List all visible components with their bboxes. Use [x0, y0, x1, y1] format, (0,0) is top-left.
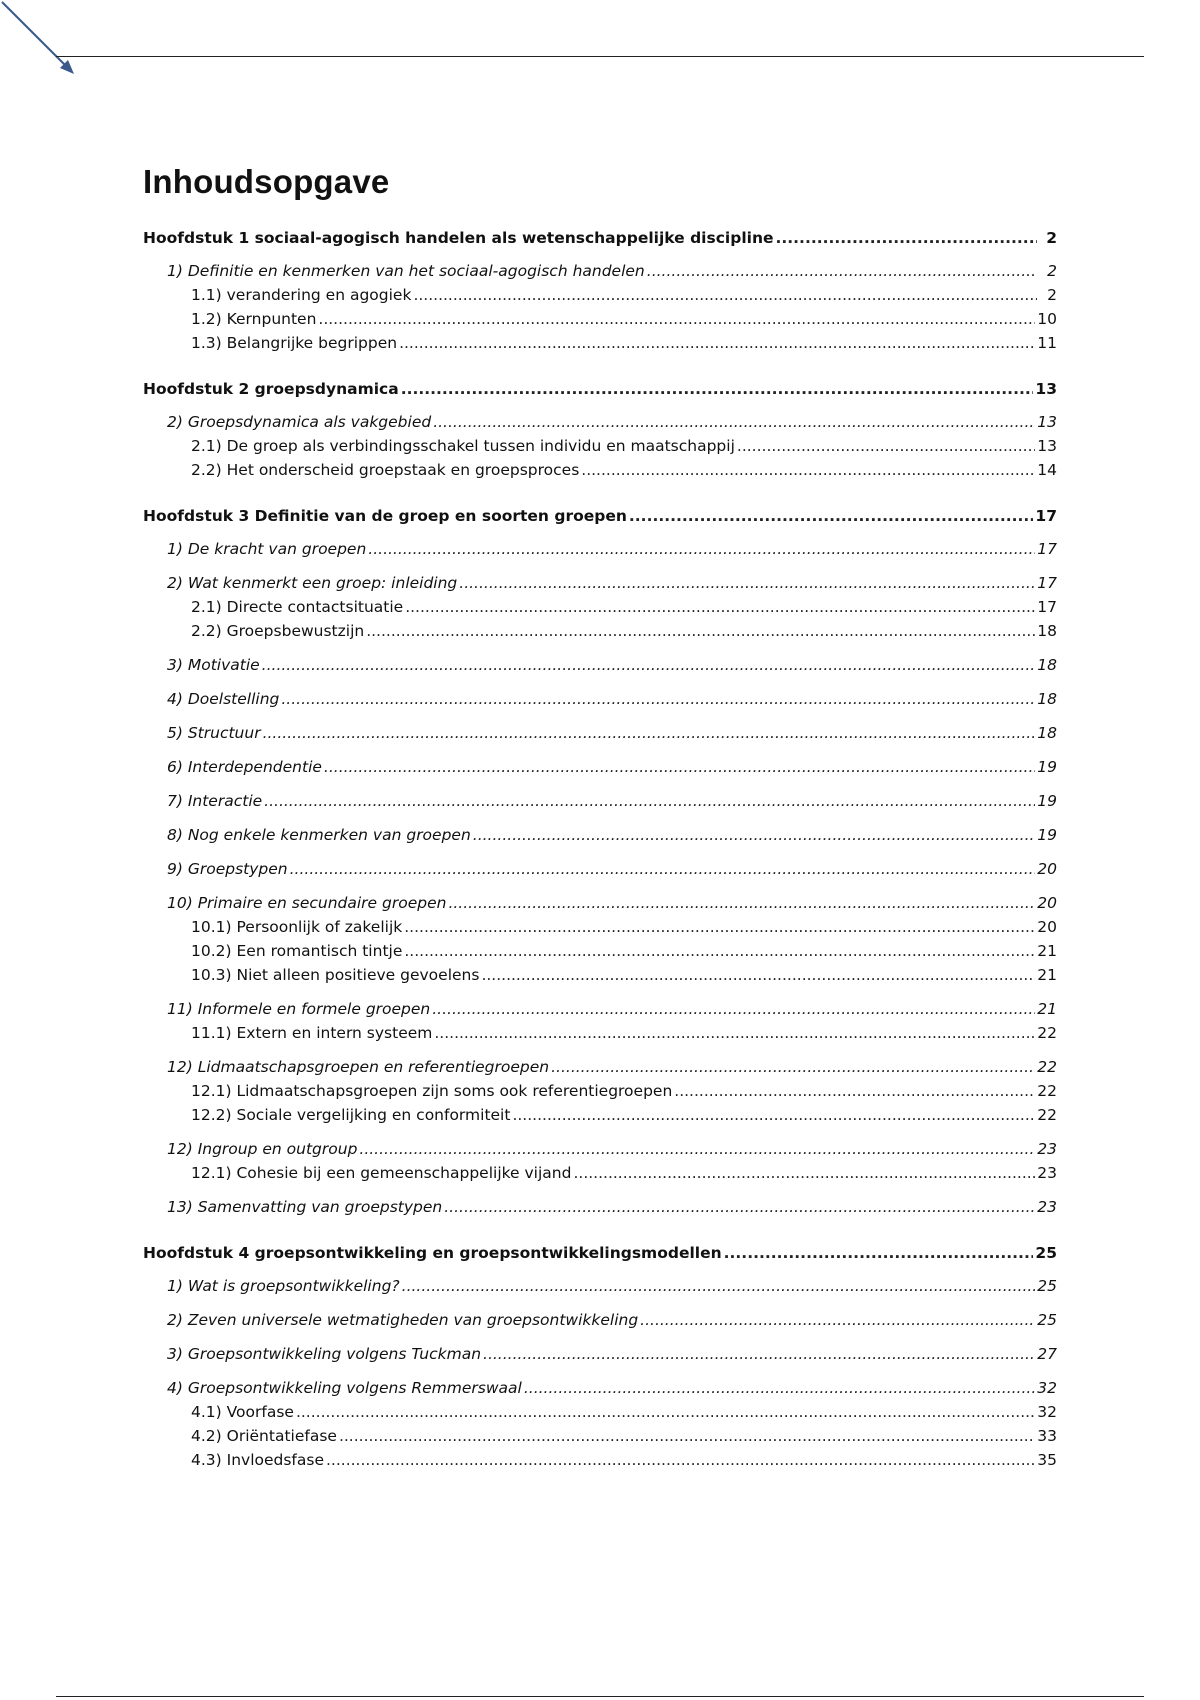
toc-section-entry[interactable]: [143, 1342, 1057, 1366]
toc-page-number: 25: [1037, 1311, 1057, 1329]
toc-leader-dots: [296, 1400, 1035, 1424]
toc-leader-dots: [263, 721, 1036, 745]
toc-leader-dots: [413, 283, 1037, 307]
toc-entry-label: Hoofdstuk 2 groepsdynamica: [143, 380, 399, 398]
toc-subsection-entry[interactable]: [143, 1448, 1057, 1472]
toc-entry-label: 5) Structuur: [167, 724, 261, 742]
toc-chapter-entry[interactable]: [143, 226, 1057, 250]
toc-page-number: 19: [1037, 826, 1057, 844]
table-of-contents: [143, 226, 1057, 1472]
toc-entry-label: 10.2) Een romantisch tintje: [191, 942, 403, 960]
toc-page-number: 18: [1037, 656, 1057, 674]
toc-subsection-entry[interactable]: [143, 619, 1057, 643]
header-rule: [56, 56, 1144, 57]
toc-entry-label: 4.1) Voorfase: [191, 1403, 294, 1421]
toc-page-number: 13: [1037, 413, 1057, 431]
toc-entry-label: 11.1) Extern en intern systeem: [191, 1024, 433, 1042]
toc-page-number: 32: [1037, 1403, 1057, 1421]
toc-chapter-entry[interactable]: [143, 1241, 1057, 1265]
toc-leader-dots: [404, 939, 1035, 963]
toc-leader-dots: [324, 755, 1035, 779]
toc-entry-label: 3) Groepsontwikkeling volgens Tuckman: [167, 1345, 482, 1363]
toc-subsection-entry[interactable]: [143, 1400, 1057, 1424]
toc-entry-label: 2.1) Directe contactsituatie: [191, 598, 404, 616]
toc-entry-label: 10.3) Niet alleen positieve gevoelens: [191, 966, 480, 984]
toc-entry-label: 2) Zeven universele wetmatigheden van groepsontwikkeling: [167, 1311, 639, 1329]
toc-subsection-entry[interactable]: [143, 915, 1057, 939]
toc-leader-dots: [401, 377, 1034, 401]
toc-leader-dots: [524, 1376, 1035, 1400]
toc-page-number: 32: [1037, 1379, 1057, 1397]
toc-leader-dots: [640, 1308, 1035, 1332]
toc-subsection-entry[interactable]: [143, 1103, 1057, 1127]
toc-page-number: 2: [1047, 262, 1057, 280]
toc-section-entry[interactable]: [143, 721, 1057, 745]
toc-entry-label: 4) Doelstelling: [167, 690, 280, 708]
toc-entry-label: Hoofdstuk 4 groepsontwikkeling en groepsontwikkelingsmodellen: [143, 1244, 722, 1262]
toc-page-number: 22: [1037, 1024, 1057, 1042]
toc-page-number: 25: [1035, 1244, 1057, 1262]
toc-section-entry[interactable]: [143, 259, 1057, 283]
toc-page-number: 27: [1037, 1345, 1057, 1363]
toc-leader-dots: [326, 1448, 1035, 1472]
toc-leader-dots: [262, 653, 1036, 677]
toc-leader-dots: [481, 963, 1035, 987]
toc-page-number: 13: [1037, 437, 1057, 455]
toc-page-number: 19: [1037, 792, 1057, 810]
toc-page-number: 13: [1035, 380, 1057, 398]
toc-page-number: 18: [1037, 724, 1057, 742]
toc-subsection-entry[interactable]: [143, 283, 1057, 307]
toc-leader-dots: [473, 823, 1035, 847]
toc-section-entry[interactable]: [143, 1055, 1057, 1079]
toc-chapter-entry[interactable]: [143, 504, 1057, 528]
footer-rule: [56, 1696, 1144, 1697]
toc-page-number: 23: [1037, 1198, 1057, 1216]
toc-page-number: 18: [1037, 690, 1057, 708]
toc-leader-dots: [366, 619, 1035, 643]
toc-leader-dots: [459, 571, 1035, 595]
toc-page-number: 17: [1037, 574, 1057, 592]
toc-entry-label: 11) Informele en formele groepen: [167, 1000, 431, 1018]
toc-leader-dots: [581, 458, 1035, 482]
toc-section-entry[interactable]: [143, 410, 1057, 434]
toc-entry-label: 2) Wat kenmerkt een groep: inleiding: [167, 574, 458, 592]
toc-leader-dots: [674, 1079, 1035, 1103]
toc-page-number: 19: [1037, 758, 1057, 776]
toc-subsection-entry[interactable]: [143, 939, 1057, 963]
toc-entry-label: 8) Nog enkele kenmerken van groepen: [167, 826, 471, 844]
toc-page-number: 35: [1037, 1451, 1057, 1469]
toc-subsection-entry[interactable]: [143, 595, 1057, 619]
toc-leader-dots: [434, 1021, 1035, 1045]
toc-leader-dots: [339, 1424, 1035, 1448]
toc-entry-label: 1) Definitie en kenmerken van het sociaal-agogisch handelen: [167, 262, 645, 280]
toc-page-number: 20: [1037, 860, 1057, 878]
toc-entry-label: 12.1) Lidmaatschapsgroepen zijn soms ook referentiegroepen: [191, 1082, 673, 1100]
toc-leader-dots: [359, 1137, 1035, 1161]
toc-section-entry[interactable]: [143, 687, 1057, 711]
toc-entry-label: 4) Groepsontwikkeling volgens Remmerswaal: [167, 1379, 522, 1397]
toc-entry-label: 4.3) Invloedsfase: [191, 1451, 324, 1469]
toc-page-number: 33: [1037, 1427, 1057, 1445]
toc-entry-label: 10.1) Persoonlijk of zakelijk: [191, 918, 403, 936]
toc-entry-label: 12) Lidmaatschapsgroepen en referentiegroepen: [167, 1058, 550, 1076]
toc-entry-label: Hoofdstuk 1 sociaal-agogisch handelen als wetenschappelijke discipline: [143, 229, 774, 247]
toc-page-number: 10: [1037, 310, 1057, 328]
toc-entry-label: 12) Ingroup en outgroup: [167, 1140, 358, 1158]
toc-page-number: 21: [1037, 942, 1057, 960]
toc-chapter-entry[interactable]: [143, 377, 1057, 401]
toc-subsection-entry[interactable]: [143, 331, 1057, 355]
toc-entry-label: 4.2) Oriëntatiefase: [191, 1427, 337, 1445]
toc-entry-label: 9) Groepstypen: [167, 860, 288, 878]
toc-leader-dots: [512, 1103, 1035, 1127]
toc-entry-label: Hoofdstuk 3 Definitie van de groep en soorten groepen: [143, 507, 627, 525]
toc-page-number: 22: [1037, 1106, 1057, 1124]
toc-entry-label: 13) Samenvatting van groepstypen: [167, 1198, 443, 1216]
toc-section-entry[interactable]: [143, 823, 1057, 847]
toc-section-entry[interactable]: [143, 653, 1057, 677]
toc-page-number: 21: [1037, 1000, 1057, 1018]
toc-page-number: 23: [1037, 1164, 1057, 1182]
toc-subsection-entry[interactable]: [143, 458, 1057, 482]
toc-entry-label: 1.2) Kernpunten: [191, 310, 317, 328]
corner-arrow-icon: [0, 0, 80, 80]
toc-leader-dots: [281, 687, 1035, 711]
toc-section-entry[interactable]: [143, 1274, 1057, 1298]
toc-leader-dots: [551, 1055, 1035, 1079]
toc-page-number: 25: [1037, 1277, 1057, 1295]
toc-entry-label: 2.2) Het onderscheid groepstaak en groepsproces: [191, 461, 580, 479]
toc-section-entry[interactable]: [143, 755, 1057, 779]
toc-leader-dots: [264, 789, 1035, 813]
toc-leader-dots: [629, 504, 1034, 528]
toc-leader-dots: [404, 915, 1035, 939]
toc-subsection-entry[interactable]: [143, 434, 1057, 458]
toc-section-entry[interactable]: [143, 537, 1057, 561]
toc-leader-dots: [290, 857, 1036, 881]
toc-section-entry[interactable]: [143, 1195, 1057, 1219]
toc-entry-label: 12.2) Sociale vergelijking en conformiteit: [191, 1106, 511, 1124]
toc-leader-dots: [399, 331, 1035, 355]
toc-entry-label: 10) Primaire en secundaire groepen: [167, 894, 447, 912]
toc-page-number: 2: [1047, 286, 1057, 304]
toc-page-number: 23: [1037, 1140, 1057, 1158]
toc-leader-dots: [433, 410, 1035, 434]
toc-section-entry[interactable]: [143, 789, 1057, 813]
toc-page-number: 22: [1037, 1082, 1057, 1100]
toc-entry-label: 6) Interdependentie: [167, 758, 322, 776]
toc-page-number: 17: [1037, 598, 1057, 616]
toc-section-entry[interactable]: [143, 571, 1057, 595]
toc-section-entry[interactable]: [143, 1308, 1057, 1332]
toc-subsection-entry[interactable]: [143, 1161, 1057, 1185]
toc-page-number: 11: [1037, 334, 1057, 352]
toc-entry-label: 1) Wat is groepsontwikkeling?: [167, 1277, 400, 1295]
toc-leader-dots: [402, 1274, 1036, 1298]
toc-leader-dots: [737, 434, 1035, 458]
toc-entry-label: 2.2) Groepsbewustzijn: [191, 622, 365, 640]
toc-leader-dots: [318, 307, 1035, 331]
toc-page-number: 17: [1037, 540, 1057, 558]
toc-page-number: 18: [1037, 622, 1057, 640]
toc-leader-dots: [444, 1195, 1035, 1219]
toc-section-entry[interactable]: [143, 891, 1057, 915]
toc-section-entry[interactable]: [143, 1137, 1057, 1161]
toc-entry-label: 2.1) De groep als verbindingsschakel tussen individu en maatschappij: [191, 437, 735, 455]
toc-entry-label: 12.1) Cohesie bij een gemeenschappelijke vijand: [191, 1164, 572, 1182]
toc-leader-dots: [432, 997, 1035, 1021]
toc-subsection-entry[interactable]: [143, 963, 1057, 987]
toc-subsection-entry[interactable]: [143, 1079, 1057, 1103]
toc-page-number: 20: [1037, 918, 1057, 936]
toc-entry-label: 1.3) Belangrijke begrippen: [191, 334, 398, 352]
toc-page-number: 22: [1037, 1058, 1057, 1076]
toc-leader-dots: [724, 1241, 1034, 1265]
toc-subsection-entry[interactable]: [143, 1021, 1057, 1045]
toc-page-number: 21: [1037, 966, 1057, 984]
toc-leader-dots: [483, 1342, 1035, 1366]
toc-leader-dots: [368, 537, 1035, 561]
toc-title: Inhoudsopgave: [143, 163, 390, 200]
toc-section-entry[interactable]: [143, 1376, 1057, 1400]
toc-page-number: 20: [1037, 894, 1057, 912]
toc-entry-label: 7) Interactie: [167, 792, 263, 810]
toc-leader-dots: [776, 226, 1038, 250]
toc-subsection-entry[interactable]: [143, 307, 1057, 331]
toc-leader-dots: [647, 259, 1037, 283]
toc-subsection-entry[interactable]: [143, 1424, 1057, 1448]
toc-leader-dots: [448, 891, 1035, 915]
toc-page-number: 14: [1037, 461, 1057, 479]
toc-page-number: 2: [1046, 229, 1057, 247]
toc-entry-label: 2) Groepsdynamica als vakgebied: [167, 413, 432, 431]
toc-entry-label: 3) Motivatie: [167, 656, 260, 674]
toc-section-entry[interactable]: [143, 857, 1057, 881]
toc-section-entry[interactable]: [143, 997, 1057, 1021]
toc-entry-label: 1.1) verandering en agogiek: [191, 286, 412, 304]
toc-entry-label: 1) De kracht van groepen: [167, 540, 367, 558]
toc-page-number: 17: [1035, 507, 1057, 525]
toc-leader-dots: [573, 1161, 1035, 1185]
toc-leader-dots: [405, 595, 1035, 619]
